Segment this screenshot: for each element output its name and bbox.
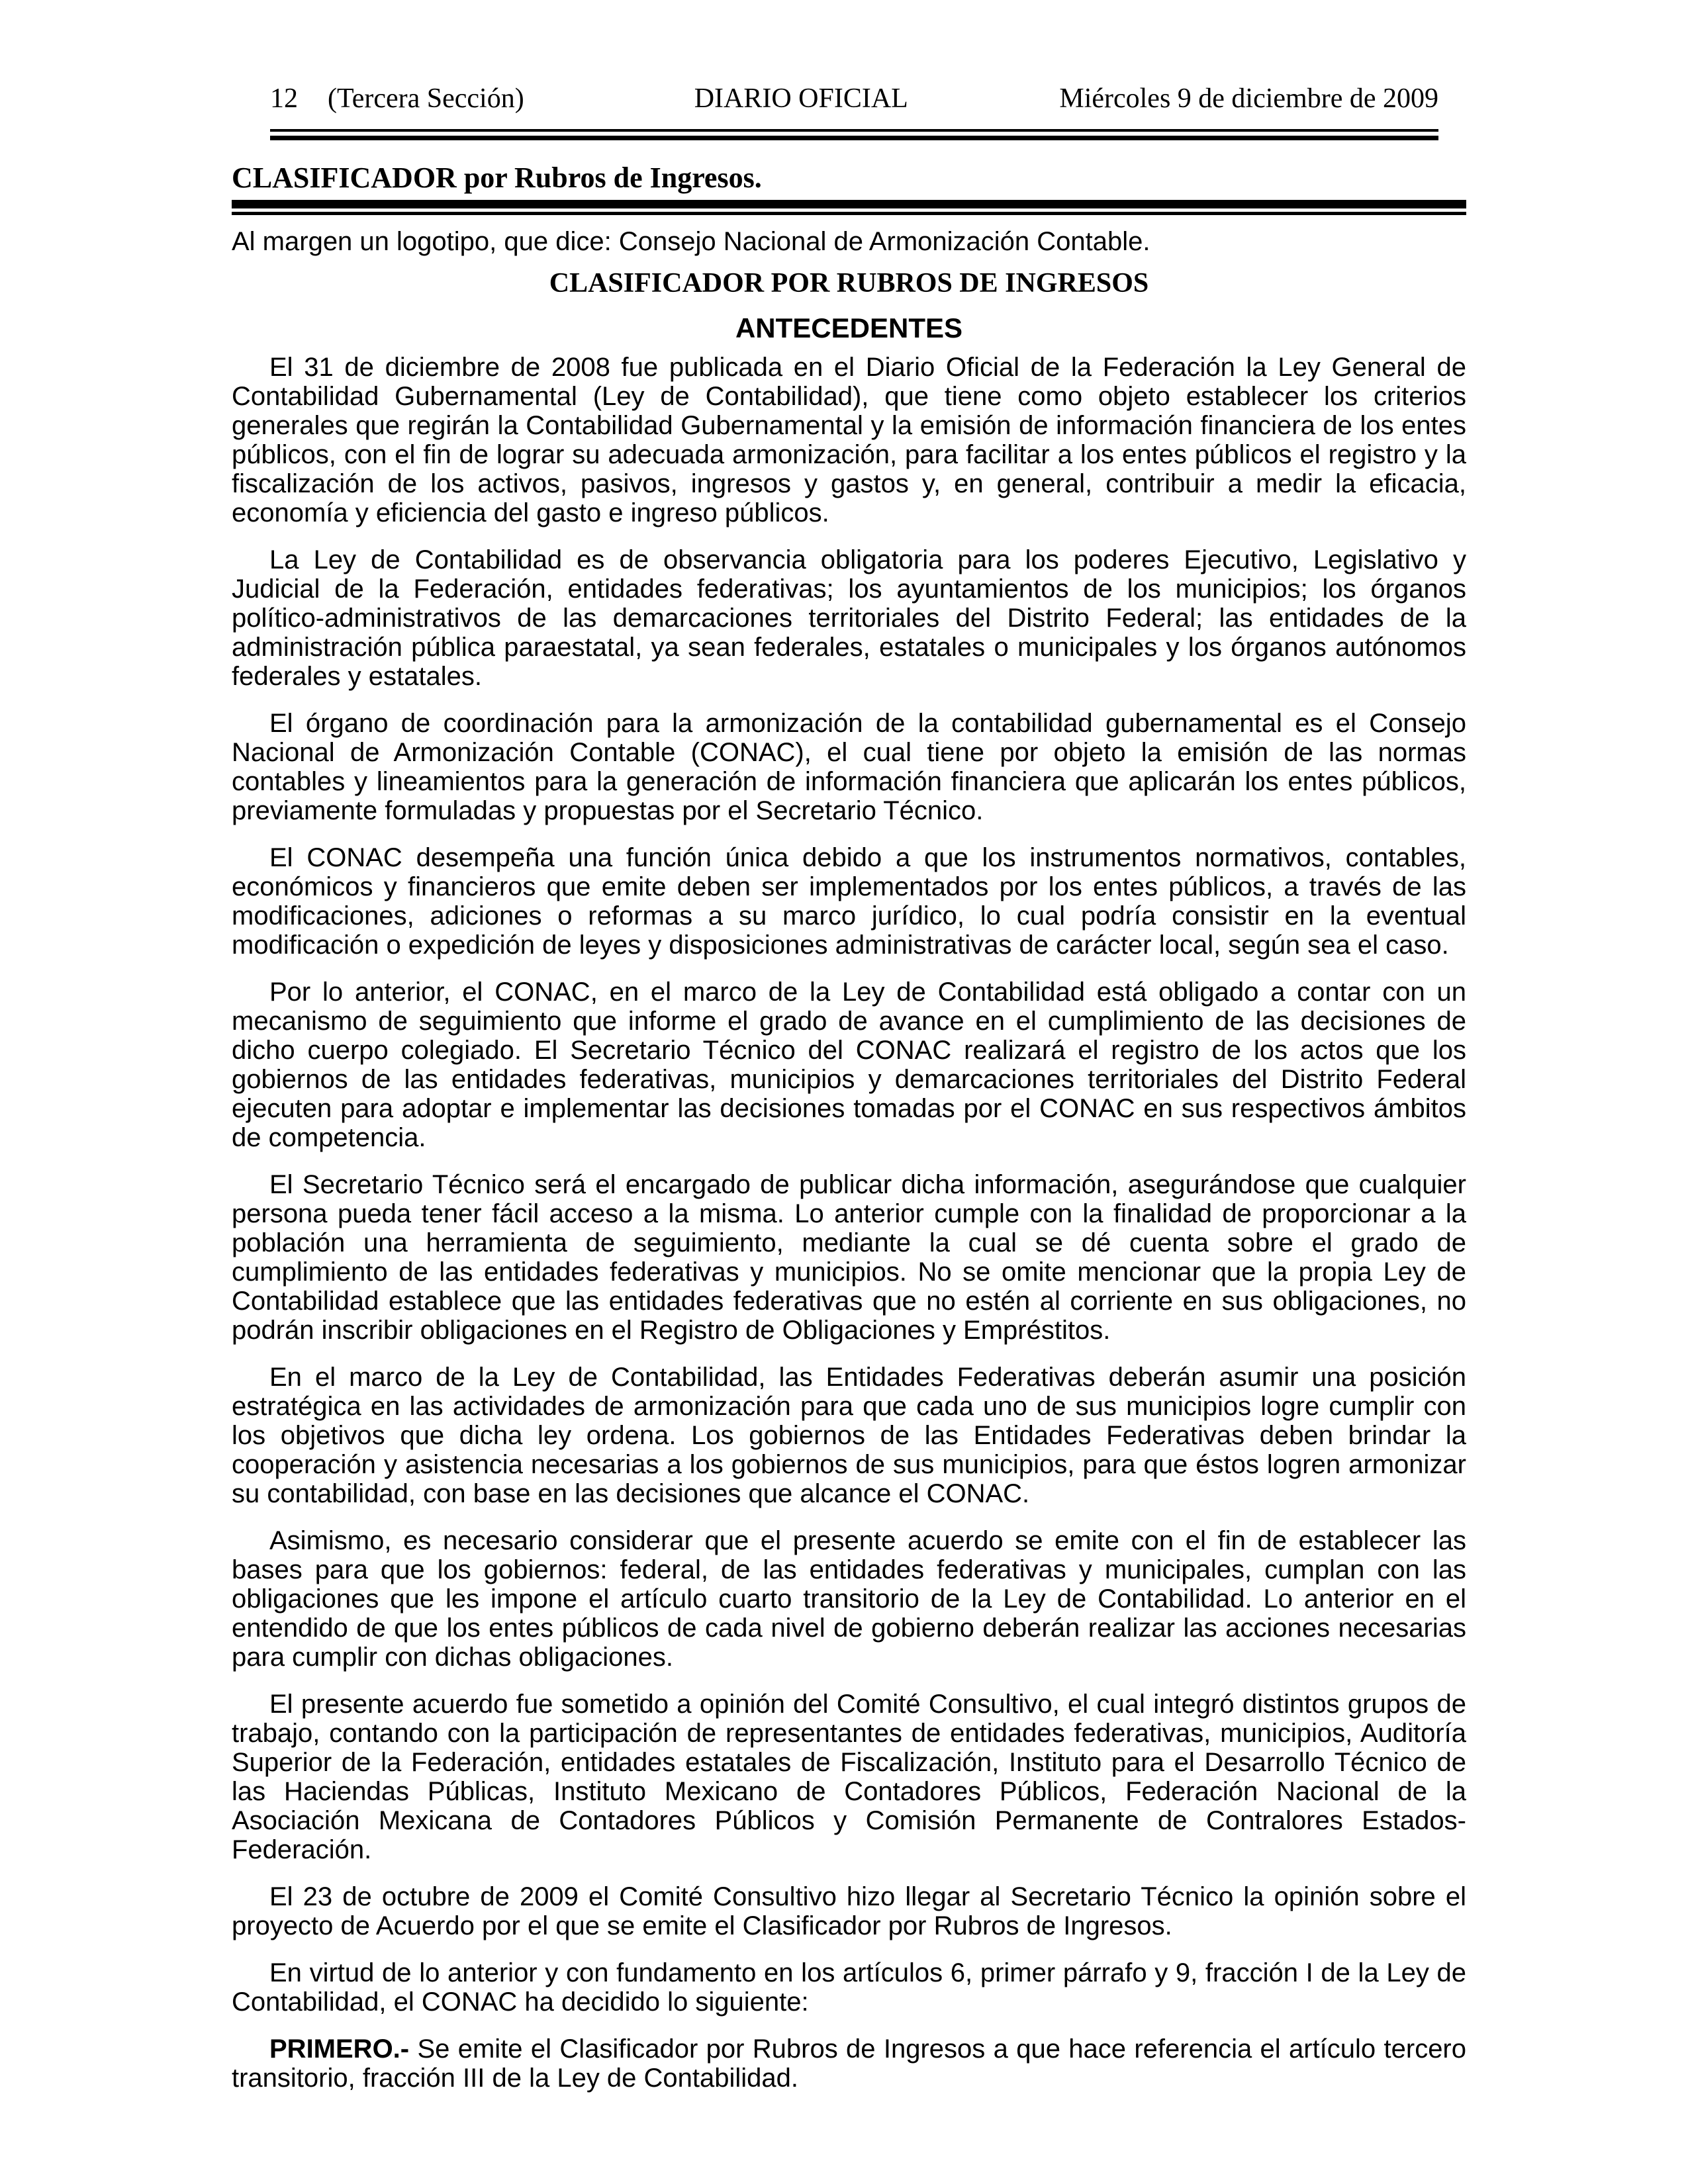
page-number: 12 <box>270 83 298 114</box>
paragraph: El CONAC desempeña una función única debido a que los instrumentos normativos, contables, económicos y financieros que emite deben ser implementados por los entes públicos, a través de las modificaciones, adiciones o reformas a su marco jurídico, lo cual podría consistir en la eventual modificación o expedición de leyes y disposiciones administrativas de carácter local, según sea el caso. <box>232 843 1466 960</box>
header-double-rule <box>270 129 1438 140</box>
paragraph: El Secretario Técnico será el encargado de publicar dicha información, asegurándose que cualquier persona pueda tener fácil acceso a la misma. Lo anterior cumple con la finalidad de proporcionar a la población una herramienta de seguimiento, mediante la cual se dé cuenta sobre el grado de cumplimiento de las entidades federativas y municipios. No se omite mencionar que la propia Ley de Contabilidad establece que las entidades federativas que no estén al corriente en sus obligaciones, no podrán inscribir obligaciones en el Registro de Obligaciones y Empréstitos. <box>232 1170 1466 1345</box>
banner-double-rule <box>232 200 1466 215</box>
document-title: CLASIFICADOR POR RUBROS DE INGRESOS <box>549 268 1149 298</box>
resolution-lead: PRIMERO.- <box>269 2034 410 2064</box>
paragraph: El órgano de coordinación para la armonización de la contabilidad gubernamental es el Consejo Nacional de Armonización Contable (CONAC), el cual tiene por objeto la emisión de las normas contables y lineamientos para la generación de información financiera que aplicarán los entes públicos, previamente formuladas y propuestas por el Secretario Técnico. <box>232 709 1466 825</box>
paragraph: Por lo anterior, el CONAC, en el marco de la Ley de Contabilidad está obligado a contar con un mecanismo de seguimiento que informe el grado de avance en el cumplimiento de las decisiones de dicho cuerpo colegiado. El Secretario Técnico del CONAC realizará el registro de los actos que los gobiernos de las entidades federativas, municipios y demarcaciones territoriales del Distrito Federal ejecuten para adoptar e implementar las decisiones tomadas por el CONAC en sus respectivos ámbitos de competencia. <box>232 978 1466 1152</box>
paragraph: En el marco de la Ley de Contabilidad, las Entidades Federativas deberán asumir una posición estratégica en las actividades de armonización para que cada uno de sus municipios logre cumplir con los objetivos que dicha ley ordena. Los gobiernos de las Entidades Federativas deben brindar la cooperación y asistencia necesarias a los gobiernos de sus municipios, para que éstos logren armonizar su contabilidad, con base en las decisiones que alcance el CONAC. <box>232 1363 1466 1508</box>
paragraph: La Ley de Contabilidad es de observancia obligatoria para los poderes Ejecutivo, Legislativo y Judicial de la Federación, entidades federativas; los ayuntamientos de los municipios; los órganos político-administrativos de las demarcaciones territoriales del Distrito Federal; las entidades de la administración pública paraestatal, ya sean federales, estatales o municipales y los órganos autónomos federales y estatales. <box>232 545 1466 691</box>
publication-date: Miércoles 9 de diciembre de 2009 <box>1059 83 1438 114</box>
paragraph: El 31 de diciembre de 2008 fue publicada en el Diario Oficial de la Federación la Ley General de Contabilidad Gubernamental (Ley de Contabilidad), que tiene como objeto establecer los criterios generales que regirán la Contabilidad Gubernamental y la emisión de información financiera de los entes públicos, con el fin de lograr su adecuada armonización, para facilitar a los entes públicos el registro y la fiscalización de los activos, pasivos, ingresos y gastos y, en general, contribuir a medir la eficacia, economía y eficiencia del gasto e ingreso públicos. <box>232 353 1466 527</box>
paragraph: El 23 de octubre de 2009 el Comité Consultivo hizo llegar al Secretario Técnico la opinión sobre el proyecto de Acuerdo por el que se emite el Clasificador por Rubros de Ingresos. <box>232 1882 1466 1940</box>
banner-title: CLASIFICADOR por Rubros de Ingresos. <box>232 161 762 194</box>
running-header <box>232 83 1466 114</box>
page-number-and-section <box>270 83 624 114</box>
paragraph-resolution-primero <box>232 2034 1466 2093</box>
document-body <box>232 353 1466 2093</box>
paragraph: En virtud de lo anterior y con fundamento en los artículos 6, primer párrafo y 9, fracción I de la Ley de Contabilidad, el CONAC ha decidido lo siguiente: <box>232 1958 1466 2017</box>
margin-note: Al margen un logotipo, que dice: Consejo Nacional de Armonización Contable. <box>232 227 1150 256</box>
paragraph: Asimismo, es necesario considerar que el presente acuerdo se emite con el fin de establecer las bases para que los gobiernos: federal, de las entidades federativas y municipales, cumplan con las obligaciones que les impone el artículo cuarto transitorio de la Ley de Contabilidad. Lo anterior en el entendido de que los entes públicos de cada nivel de gobierno deberán realizar las acciones necesarias para cumplir con dichas obligaciones. <box>232 1526 1466 1672</box>
document-subtitle: ANTECEDENTES <box>735 312 963 343</box>
resolution-text: Se emite el Clasificador por Rubros de Ingresos a que hace referencia el artículo tercero transitorio, fracción III de la Ley de Contabilidad. <box>232 2034 1466 2093</box>
publication-name: DIARIO OFICIAL <box>694 83 908 114</box>
section-label: (Tercera Sección) <box>328 83 524 114</box>
paragraph: El presente acuerdo fue sometido a opinión del Comité Consultivo, el cual integró distintos grupos de trabajo, contando con la participación de representantes de entidades federativas, municipios, Auditoría Superior de la Federación, entidades estatales de Fiscalización, Instituto para el Desarrollo Técnico de las Haciendas Públicas, Instituto Mexicano de Contadores Públicos, Federación Nacional de la Asociación Mexicana de Contadores Públicos y Comisión Permanente de Contralores Estados-Federación. <box>232 1690 1466 1864</box>
